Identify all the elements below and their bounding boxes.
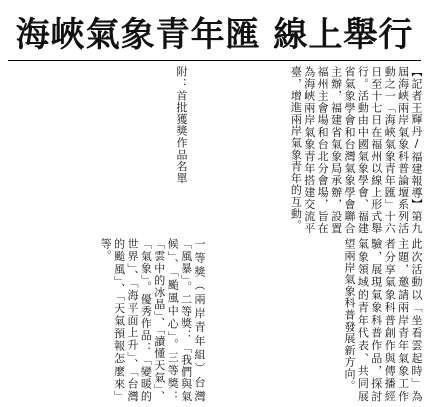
article-paragraph-1: 【記者王輝丹∕福建報導】第九屆海峽兩岸氣象科普論壇系列活動之一「海峽氣象青年匯」十六日至十七日在福州以線上形式舉行。活動由中國氣象學會、福建省氣象學會和台灣氣象學會聯合主辦，福建省氣象局承辦，設置福州主會場和台北分會場，旨在為海峽兩岸氣象青年搭建交流平臺，增進兩岸氣象青年的互動。 — [289, 66, 423, 234]
article-paragraph-4: 附：首批獲獎作品名單 — [175, 66, 188, 184]
article-paragraph-2: 此次活動以「坐看雲起時」為主題，邀請兩岸青年氣象工作者分享氣象科普創作與傳播經驗，展現氣象科普作品，探討氣象領域的青年代表、共同展望兩岸氣象科普發展新方向。 — [342, 238, 423, 402]
headline: 海峽氣象青年匯 線上舉行 — [15, 14, 414, 55]
headline-rule — [8, 60, 421, 61]
article-body — [6, 66, 423, 402]
article-paragraph-5: 一等獎（兩岸青年組）台灣「風暴」。二等獎：「我們與氣候」、「颱風中心」。三等獎：「雲中的冰晶」、「讀懂天氣」、「氣象」。優秀作品：「變暖的世界」、「海平面上升」、「台灣的颱風」、「天氣預報怎麼來」等。 — [99, 238, 206, 402]
